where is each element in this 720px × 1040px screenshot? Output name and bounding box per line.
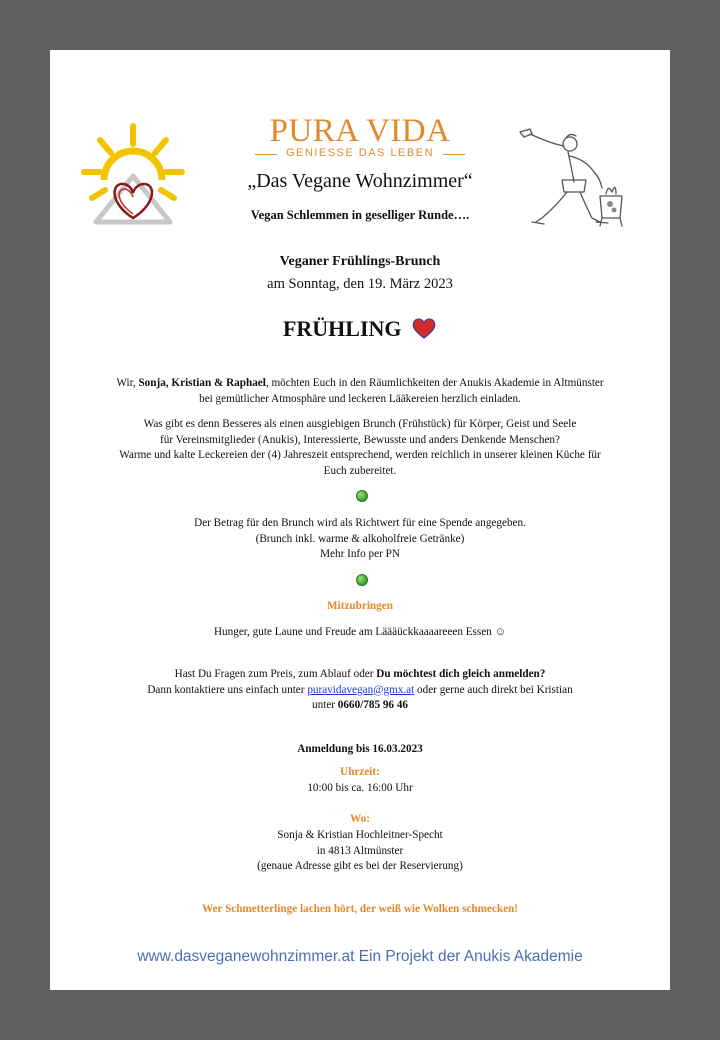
price-line-2: (Brunch inkl. warme & alkoholfreie Getränke) [255, 532, 465, 545]
contact-line-3 [50, 698, 670, 714]
green-dot-icon [356, 490, 368, 502]
tagline: Vegan Schlemmen in geselliger Runde…. [250, 208, 470, 222]
bring-heading: Mitzubringen [327, 600, 393, 612]
intro-line-1-rest: , möchten Euch in den Räumlichkeiten der Anukis Akademie in Altmünster [265, 377, 604, 389]
phone-number: 0660/785 96 46 [337, 699, 409, 711]
registration-deadline: Anmeldung bis 16.03.2023 [297, 743, 423, 755]
event-series-title: „Das Vegane Wohnzimmer“ [247, 170, 473, 192]
intro-prefix: Wir, [116, 377, 139, 389]
contact-line-1 [50, 667, 670, 683]
intro-paragraph [50, 376, 670, 407]
closing-quote: Wer Schmetterlinge lachen hört, der weiß wie Wolken schmecken! [201, 903, 518, 915]
location-line-3: (genaue Adresse gibt es bei der Reservierung) [257, 860, 463, 872]
logo-title: PURA VIDA [269, 113, 451, 149]
contact-line-1-prefix: Hast Du Fragen zum Preis, zum Ablauf oder [174, 668, 377, 680]
time-value: 10:00 bis ca. 16:00 Uhr [307, 782, 413, 794]
description-line-3: Warme und kalte Leckereien der (4) Jahreszeit entsprechend, werden reichlich in unserer kleinen Küche für [119, 449, 601, 461]
description-line-4: Euch zubereitet. [323, 464, 397, 477]
bring-text: Hunger, gute Laune und Freude am Läääückkaaaareeen Essen ☺ [213, 626, 507, 638]
intro-line-1 [50, 376, 670, 392]
event-date: am Sonntag, den 19. März 2023 [267, 276, 453, 292]
event-name: Veganer Frühlings-Brunch [279, 254, 441, 269]
description-paragraph [50, 417, 670, 479]
email-link[interactable]: puravidavegan@gmx.at [307, 683, 415, 696]
location-line-1: Sonja & Kristian Hochleitner-Specht [277, 829, 443, 841]
description-line-1: Was gibt es denn Besseres als einen ausgiebigen Brunch (Frühstück) für Körper, Geist und Seele [143, 418, 577, 430]
contact-line-3-prefix: unter [311, 699, 338, 711]
intro-line-2: bei gemütlicher Atmosphäre und leckeren Lääkereien herzlich einladen. [199, 392, 521, 405]
price-line-1: Der Betrag für den Brunch wird als Richtwert für eine Spende angegeben. [194, 517, 526, 529]
price-line-3: Mehr Info per PN [320, 548, 400, 560]
location-label: Wo: [350, 813, 370, 825]
flyer-page [50, 50, 670, 990]
location-line-2: in 4813 Altmünster [316, 844, 404, 857]
contact-paragraph [50, 667, 670, 714]
contact-line-2-prefix: Dann kontaktiere uns einfach unter [147, 683, 308, 696]
headline [50, 316, 670, 342]
contact-line-2 [50, 683, 670, 699]
green-dot-icon [356, 574, 368, 586]
footer-website[interactable]: www.dasveganewohnzimmer.at Ein Projekt der Anukis Akademie [137, 948, 583, 965]
logo-subtitle: GENIESSE DAS LEBEN [285, 147, 435, 159]
contact-register-cta: Du möchtest dich gleich anmelden? [376, 668, 546, 680]
price-paragraph [50, 516, 670, 563]
host-names: Sonja, Kristian & Raphael [138, 377, 266, 389]
location-details [50, 828, 670, 875]
headline-text: FRÜHLING [282, 316, 402, 341]
contact-line-2-suffix: oder gerne auch direkt bei Kristian [414, 683, 573, 696]
time-label: Uhrzeit: [340, 766, 380, 778]
heart-icon [411, 317, 437, 339]
description-line-2: für Vereinsmitglieder (Anukis), Interessierte, Bewusste und anders Denkende Menschen? [160, 433, 560, 446]
